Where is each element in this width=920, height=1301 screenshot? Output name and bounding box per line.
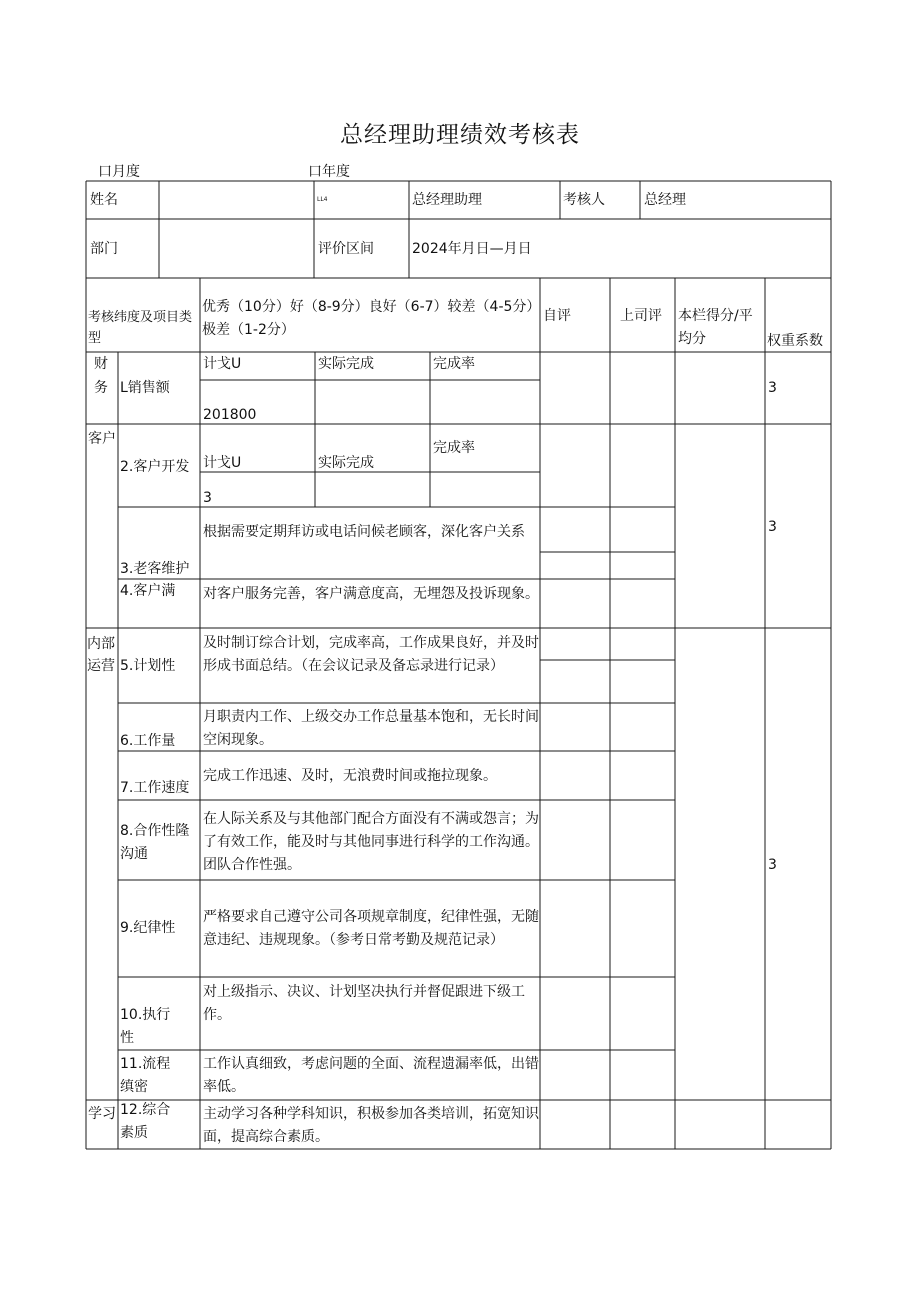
yearly-checkbox-label[interactable]: 口年度: [308, 164, 350, 180]
sub-plan-header: 计戈U: [203, 356, 242, 372]
item-cooperation: 8.合作性隆沟通: [120, 823, 190, 862]
criteria-planning: 及时制订综合计划，完成率高，工作成果良好，并及时形成书面总结。（在会议记录及备忘录进行记录）: [203, 635, 539, 674]
item-customer-satisfaction: 4.客户满: [120, 583, 176, 599]
weight-customer: 3: [768, 519, 777, 535]
criteria-cooperation: 在人际关系及与其他部门配合方面没有不满或怨言；为了有效工作，能及时与其他同事进行科学的工作沟通。团队合作性强。: [203, 811, 539, 873]
criteria-old-customer: 根据需要定期拜访或电话问候老顾客，深化客户关系: [203, 524, 525, 540]
criteria-customer-satisfaction: 对客户服务完善，客户满意度高，无埋怨及投诉现象。: [203, 586, 539, 602]
weight-header: 权重系数: [767, 333, 823, 349]
criteria-work-speed: 完成工作迅速、及时，无浪费时间或拖拉现象。: [203, 768, 497, 784]
section-learning: 学习: [88, 1106, 116, 1122]
boss-eval-header: 上司评: [620, 308, 662, 324]
sub-plan-value: 201800: [203, 407, 257, 423]
dept-field[interactable]: [165, 238, 305, 261]
item-customer-dev: 2.客户开发: [120, 459, 190, 475]
item-execution: 10.执行性: [120, 1007, 171, 1046]
weight-finance: 3: [768, 380, 777, 396]
item-planning: 5.计划性: [120, 658, 176, 674]
dept-label: 部门: [90, 241, 118, 257]
position-value: 总经理助理: [412, 192, 482, 208]
eval-label: 评价区间: [318, 241, 374, 257]
assessor-label: 考核人: [563, 192, 605, 208]
criteria-discipline: 严格要求自己遵守公司各项规章制度，纪律性强，无随意违纪、违规现象。（参考日常考勤及规范记录）: [203, 909, 539, 948]
name-field[interactable]: [165, 189, 305, 212]
sub-actual-header: 实际完成: [318, 356, 374, 372]
item-workload: 6.工作量: [120, 733, 176, 749]
monthly-checkbox-label[interactable]: 口月度: [98, 164, 140, 180]
sub-rate-header: 完成率: [433, 440, 475, 456]
item-process: 11.流程缜密: [120, 1056, 171, 1095]
sub-actual-header: 实际完成: [318, 455, 374, 471]
page-title: 总经理助理绩效考核表: [340, 122, 580, 148]
item-work-speed: 7.工作速度: [120, 780, 190, 796]
sub-plan-value: 3: [203, 490, 212, 506]
section-finance: 财务: [94, 356, 108, 396]
score-header: 本栏得分/平均分: [678, 308, 753, 347]
item-discipline: 9.纪律性: [120, 920, 176, 936]
criteria-overall-quality: 主动学习各种学科知识，积极参加各类培训，拓宽知识面，提高综合素质。: [203, 1106, 539, 1145]
criteria-process: 工作认真细致，考虑问题的全面、流程遗漏率低，出错率低。: [203, 1056, 539, 1095]
item-old-customer: 3.老客维护: [120, 561, 190, 577]
dimension-header: 考核纬度及项目类型: [88, 310, 193, 346]
assessor-value: 总经理: [644, 192, 686, 208]
eval-range-value: 2024年月日—月日: [412, 241, 532, 257]
weight-internal: 3: [768, 857, 777, 873]
tiny-mark: LL4: [317, 196, 328, 203]
criteria-execution: 对上级指示、决议、计划坚决执行并督促跟进下级工作。: [203, 984, 525, 1023]
criteria-workload: 月职责内工作、上级交办工作总量基本饱和，无长时间空闲现象。: [203, 709, 539, 748]
item-overall-quality: 12.综合素质: [120, 1102, 171, 1141]
sub-rate-header: 完成率: [433, 356, 475, 372]
sub-plan-header: 计戈U: [203, 455, 242, 471]
scale-header: 优秀（10分）好（8-9分）良好（6-7）较差（4-5分）极差（1-2分）: [202, 299, 534, 338]
name-label: 姓名: [90, 192, 118, 208]
item-sales: L销售额: [120, 380, 170, 396]
section-internal: 内部运营: [87, 636, 115, 674]
section-customer: 客户: [88, 431, 116, 447]
self-eval-header: 自评: [543, 308, 571, 324]
